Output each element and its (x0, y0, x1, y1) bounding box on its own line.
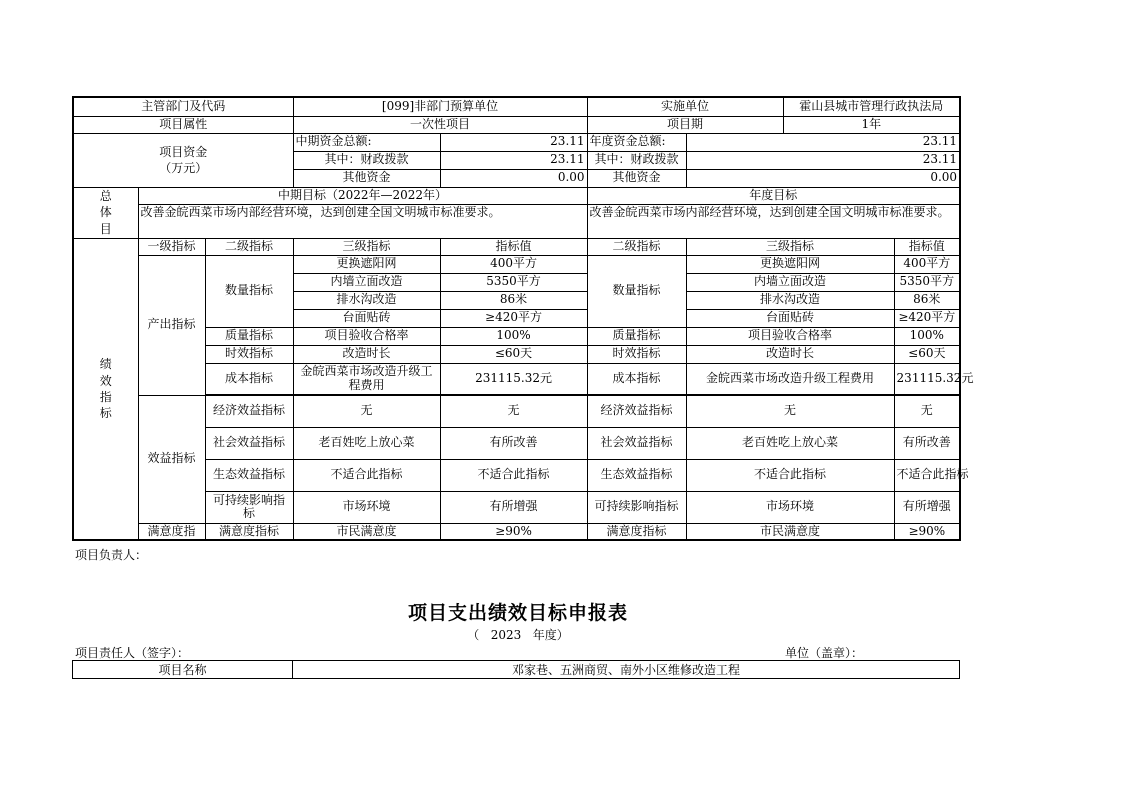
year-other-label: 其他资金 (587, 169, 686, 187)
benefit-value: 有所增强 (440, 491, 587, 523)
performance-target-table (72, 96, 974, 541)
project-name-value: 邓家巷、五洲商贸、南外小区维修改造工程 (293, 661, 960, 679)
period-label: 项目期 (587, 116, 783, 133)
benefit-value: 不适合此指标 (440, 459, 587, 491)
header-value-mid: 指标值 (440, 238, 587, 255)
quantity-value: 400平方 (440, 255, 587, 273)
benefit-l2-year: 社会效益指标 (587, 427, 686, 459)
cost-value-year: 231115.32元 (894, 363, 960, 394)
header-level2-year: 二级指标 (587, 238, 686, 255)
year-total-label: 年度资金总额: (587, 133, 686, 151)
benefit-value-year: 有所改善 (894, 427, 960, 459)
year-fiscal-value: 23.11 (686, 151, 960, 169)
benefit-name: 无 (293, 395, 440, 427)
benefit-l2-year: 经济效益指标 (587, 395, 686, 427)
quantity-value: 5350平方 (440, 273, 587, 291)
impl-value: 霍山县城市管理行政执法局 (783, 97, 960, 116)
satisfaction-l2-year: 满意度指标 (587, 523, 686, 540)
period-value: 1年 (783, 116, 960, 133)
quantity-name: 台面贴砖 (293, 309, 440, 327)
benefit-l2: 可持续影响指标 (205, 491, 293, 523)
header-level1: 一级指标 (138, 238, 205, 255)
unit-seal-label: 单位（盖章）： (785, 646, 864, 660)
benefit-value-year: 不适合此指标 (894, 459, 960, 491)
goal-label: 总 体 目 (73, 187, 138, 238)
mid-goal-header: 中期目标（2022年—2022年） (138, 187, 587, 204)
timeliness-value: ≤60天 (440, 345, 587, 363)
perf-label: 绩 效 指 标 (73, 238, 138, 540)
attr-label: 项目属性 (73, 116, 293, 133)
benefit-l2-year: 生态效益指标 (587, 459, 686, 491)
year-goal-spacer (587, 221, 960, 238)
header-level3-year: 三级指标 (686, 238, 894, 255)
quality-value-year: 100% (894, 327, 960, 345)
benefit-value-year: 有所增强 (894, 491, 960, 523)
satisfaction-l2: 满意度指标 (205, 523, 293, 540)
header-value-year: 指标值 (894, 238, 960, 255)
mid-goal-spacer (138, 221, 587, 238)
year-goal-text: 改善金皖西菜市场内部经营环境，达到创建全国文明城市标准要求。 (587, 204, 960, 221)
benefit-name: 不适合此指标 (293, 459, 440, 491)
year-other-value: 0.00 (686, 169, 960, 187)
quantity-name-year: 更换遮阳网 (686, 255, 894, 273)
timeliness-label: 时效指标 (205, 345, 293, 363)
quality-name: 项目验收合格率 (293, 327, 440, 345)
quantity-value-year: 5350平方 (894, 273, 960, 291)
timeliness-label-year: 时效指标 (587, 345, 686, 363)
dept-value: [099]非部门预算单位 (293, 97, 587, 116)
timeliness-value-year: ≤60天 (894, 345, 960, 363)
quality-name-year: 项目验收合格率 (686, 327, 894, 345)
benefit-name-year: 老百姓吃上放心菜 (686, 427, 894, 459)
mid-total-label: 中期资金总额: (293, 133, 440, 151)
cost-name: 金皖西菜市场改造升级工程费用 (293, 363, 440, 394)
benefit-name: 市场环境 (293, 491, 440, 523)
cost-label-year: 成本指标 (587, 363, 686, 394)
timeliness-name: 改造时长 (293, 345, 440, 363)
quantity-label-year: 数量指标 (587, 255, 686, 327)
form-title: 项目支出绩效目标申报表 (407, 602, 628, 624)
impl-label: 实施单位 (587, 97, 783, 116)
satisfaction-value-year: ≥90% (894, 523, 960, 540)
quantity-name-year: 内墙立面改造 (686, 273, 894, 291)
cost-name-year: 金皖西菜市场改造升级工程费用 (686, 363, 894, 394)
year-total-value: 23.11 (686, 133, 960, 151)
mid-fiscal-label: 其中：财政拨款 (293, 151, 440, 169)
satisfaction-name-year: 市民满意度 (686, 523, 894, 540)
quantity-value-year: ≥420平方 (894, 309, 960, 327)
benefit-label: 效益指标 (138, 395, 205, 523)
quality-label-year: 质量指标 (587, 327, 686, 345)
benefit-l2: 社会效益指标 (205, 427, 293, 459)
benefit-value: 无 (440, 395, 587, 427)
project-name-table (72, 660, 960, 679)
cost-label: 成本指标 (205, 363, 293, 394)
quality-label: 质量指标 (205, 327, 293, 345)
responsible-person-label: 项目责任人（签字）： (75, 646, 190, 660)
satisfaction-name: 市民满意度 (293, 523, 440, 540)
year-fiscal-label: 其中：财政拨款 (587, 151, 686, 169)
benefit-l2-year: 可持续影响指标 (587, 491, 686, 523)
quantity-value: 86米 (440, 291, 587, 309)
project-owner-label: 项目负责人： (75, 548, 148, 562)
satisfaction-l1: 满意度指 (138, 523, 205, 540)
mid-fiscal-value: 23.11 (440, 151, 587, 169)
mid-other-value: 0.00 (440, 169, 587, 187)
satisfaction-value: ≥90% (440, 523, 587, 540)
quantity-name-year: 排水沟改造 (686, 291, 894, 309)
benefit-l2: 经济效益指标 (205, 395, 293, 427)
mid-total-value: 23.11 (440, 133, 587, 151)
benefit-value-year: 无 (894, 395, 960, 427)
quantity-value-year: 86米 (894, 291, 960, 309)
benefit-l2: 生态效益指标 (205, 459, 293, 491)
quantity-name: 更换遮阳网 (293, 255, 440, 273)
cost-value: 231115.32元 (440, 363, 587, 394)
header-level3-mid: 三级指标 (293, 238, 440, 255)
quantity-name: 内墙立面改造 (293, 273, 440, 291)
mid-goal-text: 改善金皖西菜市场内部经营环境，达到创建全国文明城市标准要求。 (138, 204, 587, 221)
quantity-name: 排水沟改造 (293, 291, 440, 309)
year-goal-header: 年度目标 (587, 187, 960, 204)
benefit-value: 有所改善 (440, 427, 587, 459)
benefit-name: 老百姓吃上放心菜 (293, 427, 440, 459)
quantity-name-year: 台面贴砖 (686, 309, 894, 327)
quantity-value: ≥420平方 (440, 309, 587, 327)
fund-label: 项目资金 （万元） (73, 133, 293, 187)
quality-value: 100% (440, 327, 587, 345)
timeliness-name-year: 改造时长 (686, 345, 894, 363)
output-label: 产出指标 (138, 255, 205, 395)
benefit-name-year: 无 (686, 395, 894, 427)
quantity-label-mid: 数量指标 (205, 255, 293, 327)
dept-label: 主管部门及代码 (73, 97, 293, 116)
mid-other-label: 其他资金 (293, 169, 440, 187)
quantity-value-year: 400平方 (894, 255, 960, 273)
form-year: （ 2023 年度） (467, 628, 569, 642)
attr-value: 一次性项目 (293, 116, 587, 133)
benefit-name-year: 市场环境 (686, 491, 894, 523)
benefit-name-year: 不适合此指标 (686, 459, 894, 491)
header-level2: 二级指标 (205, 238, 293, 255)
project-name-label: 项目名称 (73, 661, 293, 679)
